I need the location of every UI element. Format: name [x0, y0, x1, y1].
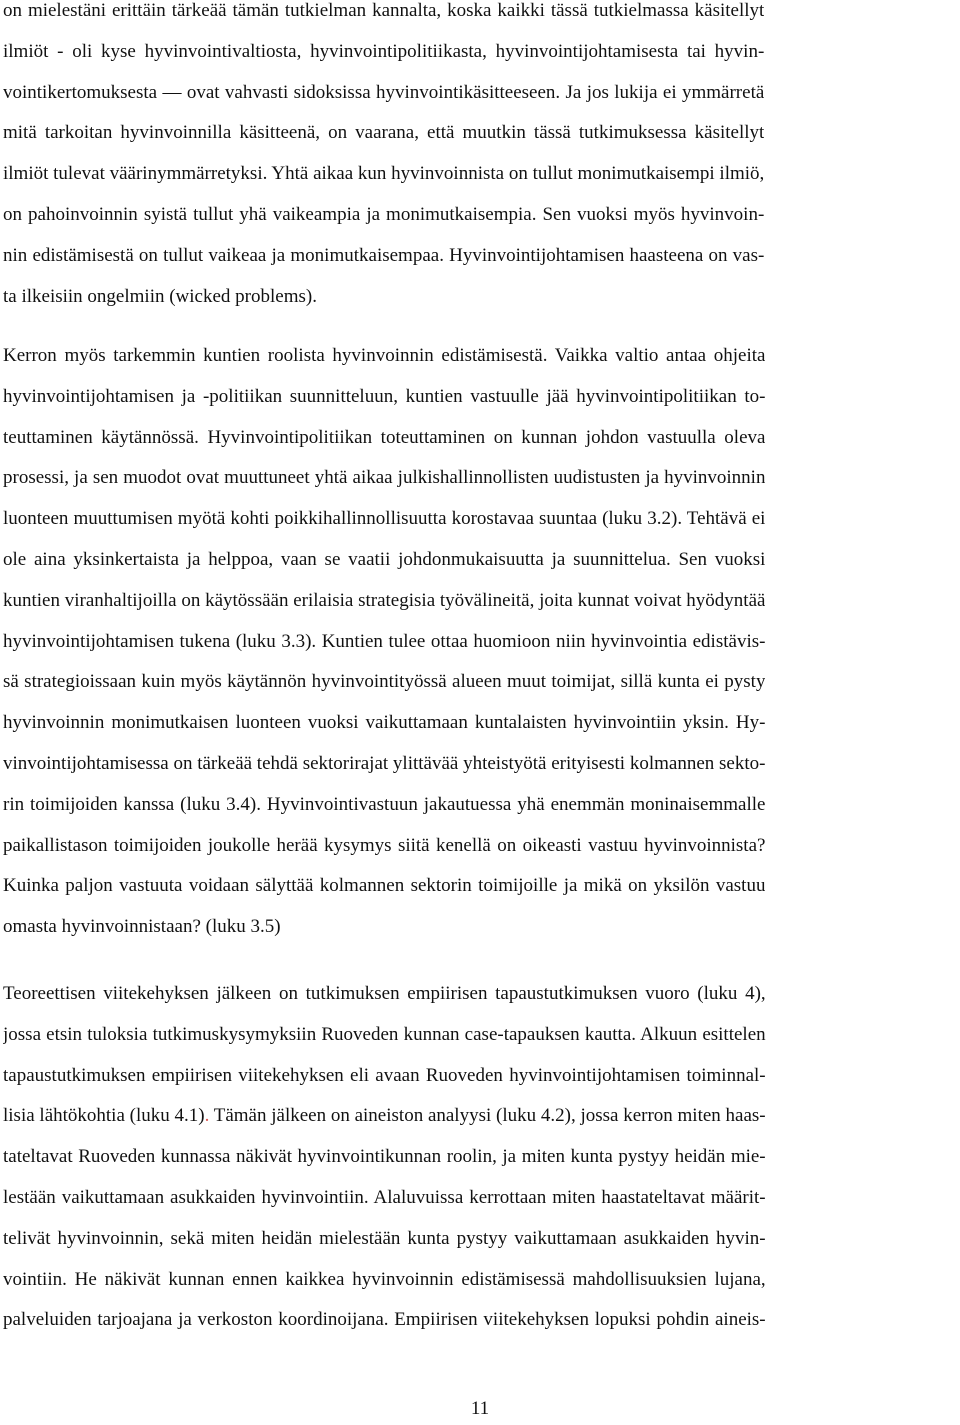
- text-line: vointiin. He näkivät kunnan ennen kaikkea hyvinvoinnin edistämisessä mahdollisuuksien lujana,: [3, 1268, 766, 1290]
- text-line: ole aina yksinkertaista ja helppoa, vaan se vaatii johdonmukaisuutta ja suunnittelua. Sen vuoksi: [3, 548, 766, 570]
- text-line: paikallistason toimijoiden joukolle herää kysymys siitä kenellä on oikeasti vastuu hyvinvoinnista?: [3, 834, 766, 856]
- text-line: Teoreettisen viitekehyksen jälkeen on tutkimuksen empiirisen tapaustutkimuksen vuoro (luku 4),: [3, 983, 766, 1004]
- text-line: ta ilkeisiin ongelmiin (wicked problems).: [3, 285, 317, 307]
- page-number: 11: [470, 1398, 490, 1419]
- text-line: vinvointijohtamisessa on tärkeää tehdä sektorirajat ylittävää yhteistyötä erityisesti kolmannen sekto-: [3, 752, 766, 774]
- text-line: kuntien viranhaltijoilla on käytössään erilaisia strategisia työvälineitä, joita kunnat voivat hyödyntää: [3, 589, 766, 611]
- paragraph-1: [3, 0, 764, 317]
- text-line: tapaustutkimuksen empiirisen viitekehyksen eli avaan Ruoveden hyvinvointijohtamisen toiminnal-: [3, 1064, 766, 1086]
- text-line: Kerron myös tarkemmin kuntien roolista hyvinvoinnin edistämisestä. Vaikka valtio antaa ohjeita: [3, 345, 766, 366]
- text-line: on pahoinvoinnin syistä tullut yhä vaikeampia ja monimutkaisempia. Sen vuoksi myös hyvinvoin-: [3, 203, 765, 225]
- paragraph-3: [3, 974, 766, 1341]
- text-line: Kuinka paljon vastuuta voidaan sälyttää kolmannen sektorin toimijoille ja mikä on yksilön vastuu: [3, 875, 766, 897]
- text-line: palveluiden tarjoajana ja verkoston koordinoijana. Empiirisen viitekehyksen lopuksi pohdin aineis-: [3, 1309, 766, 1331]
- text-line: sä strategioissaan kuin myös käytännön hyvinvointityössä alueen muut toimijat, sillä kunta ei pysty: [3, 671, 766, 693]
- text-line: telivät hyvinvoinnin, sekä miten heidän mielestään kunta pystyy vaikuttamaan asukkaiden hyvin-: [3, 1227, 766, 1249]
- text-line: ilmiöt tulevat väärinymmärretyksi. Yhtä aikaa kun hyvinvoinnista on tullut monimutkaisempi ilmiö,: [3, 163, 765, 185]
- paragraph-2: [3, 336, 765, 948]
- text-line: nin edistämisestä on tullut vaikeaa ja monimutkaisempaa. Hyvinvointijohtamisen haasteena on vas-: [3, 244, 765, 266]
- text-line: teuttaminen käytännössä. Hyvinvointipolitiikan toteuttaminen on kunnan johdon vastuulla oleva: [3, 426, 766, 448]
- text-line: lisia lähtökohtia (luku 4.1). Tämän jälkeen on aineiston analyysi (luku 4.2), jossa kerron miten haas-: [3, 1105, 766, 1127]
- text-line: hyvinvointijohtamisen tukena (luku 3.3). Kuntien tulee ottaa huomioon niin hyvinvointia edistävis-: [3, 630, 766, 652]
- text-line: jossa etsin tuloksia tutkimuskysymyksiin Ruoveden kunnan case-tapauksen kautta. Alkuun esittelen: [3, 1023, 766, 1045]
- text-line: hyvinvoinnin monimutkaisen luonteen vuoksi vaikuttamaan kuntalaisten hyvinvointiin yksin. Hy-: [3, 712, 766, 734]
- text-line: prosessi, ja sen muodot ovat muuttuneet yhtä aikaa julkishallinnollisten uudistusten ja hyvinvoinnin: [3, 467, 766, 489]
- text-line: hyvinvointijohtamisen ja -politiikan suunnitteluun, kuntien vastuulle jää hyvinvointipolitiikan to-: [3, 385, 766, 407]
- text-line: rin toimijoiden kanssa (luku 3.4). Hyvinvointivastuun jakautuessa yhä enemmän moninaisemmalle: [3, 793, 766, 815]
- text-line: tateltavat Ruoveden kunnassa näkivät hyvinvointikunnan roolin, ja miten kunta pystyy heidän mie-: [3, 1146, 766, 1168]
- highlighted-period: .: [204, 1105, 210, 1127]
- text-line: ilmiöt - oli kyse hyvinvointivaltiosta, hyvinvointipolitiikasta, hyvinvointijohtamisesta tai hyvin-: [3, 40, 765, 62]
- text-line: vointikertomuksesta — ovat vahvasti sidoksissa hyvinvointikäsitteeseen. Ja jos lukija ei ymmärretä: [3, 81, 765, 103]
- text-line: luonteen muuttumisen myötä kohti poikkihallinnollisuutta korostavaa suuntaa (luku 3.2). Tehtävä ei: [3, 508, 766, 530]
- text-line: on mielestäni erittäin tärkeää tämän tutkielman kannalta, koska kaikki tässä tutkielmassa käsitellyt: [3, 0, 765, 21]
- text-line: mitä tarkoitan hyvinvoinnilla käsitteenä, on vaarana, että muutkin tässä tutkimuksessa käsitellyt: [3, 122, 765, 144]
- text-line: omasta hyvinvoinnistaan? (luku 3.5): [3, 916, 281, 938]
- text-line: lestään vaikuttamaan asukkaiden hyvinvointiin. Alaluvuissa kerrottaan miten haastateltavat määrit-: [3, 1186, 766, 1208]
